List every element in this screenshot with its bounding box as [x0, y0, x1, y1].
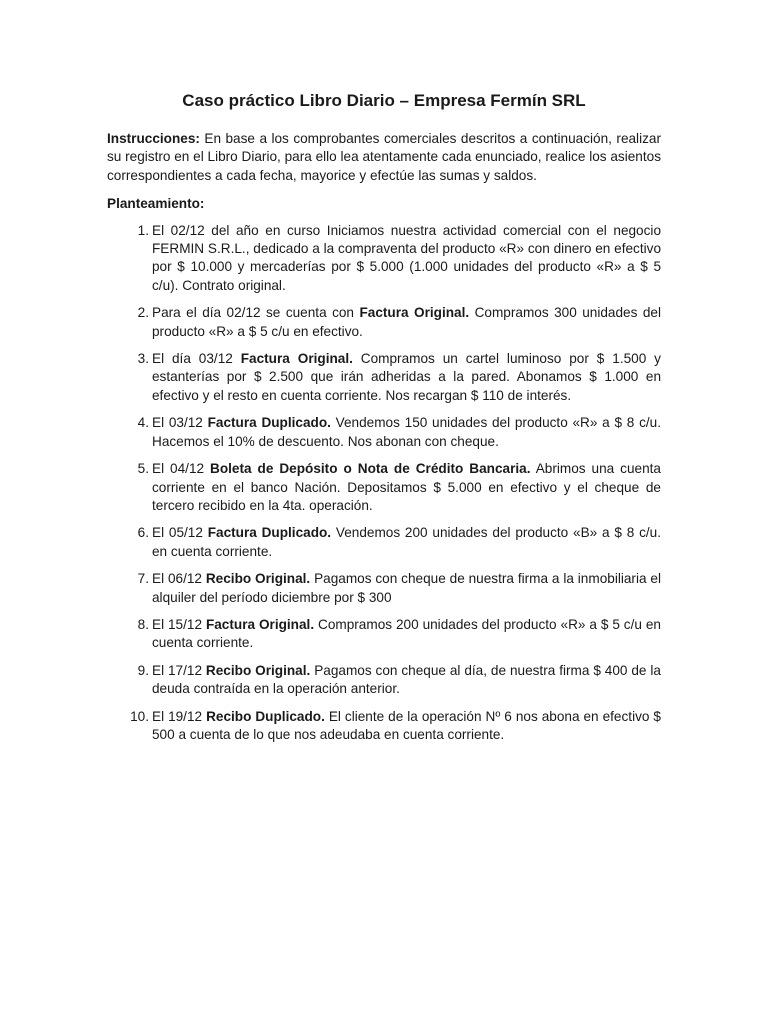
list-item — [107, 524, 661, 561]
list-item-number: 2. — [137, 305, 149, 321]
list-item-text-rest: Vendemos 150 unidades del producto «R» a $ 8 c/u. Hacemos el 10% de descuento. Nos abonan con cheque. — [152, 415, 661, 449]
list-item — [107, 304, 661, 341]
list-item-text-rest: Compramos 200 unidades del producto «R» a $ 5 c/u en cuenta corriente. — [152, 616, 661, 651]
list-item-text-rest: Abrimos una cuenta corriente en el banco Nación. Depositamos $ 5.000 en efectivo y el cheque de tercero recibido en la 4ta. operación. — [152, 461, 661, 513]
list-item-document: Recibo Original. — [205, 662, 311, 678]
list-item-text-rest: Pagamos con cheque de nuestra firma a la inmobiliaria el alquiler del período diciembre por $ 300 — [152, 571, 661, 605]
list-item-document: Factura Original. — [240, 351, 353, 367]
list-item-text-rest: Compramos 300 unidades del producto «R» a $ 5 c/u en efectivo. — [152, 305, 661, 339]
instructions-text: En base a los comprobantes comerciales descritos a continuación, realizar su registro en el Libro Diario, para ello lea atentamente cada enunciado, realice los asientos correspondientes a cada fecha, mayorice y efectúe las sumas y saldos. — [107, 131, 661, 183]
list-item — [107, 662, 661, 699]
list-item-text-rest: Pagamos con cheque al día, de nuestra firma $ 400 de la deuda contraída en la operación anterior. — [152, 662, 661, 697]
list-item-number: 5. — [137, 461, 149, 477]
list-item-number: 9. — [137, 662, 149, 678]
list-item-number: 7. — [137, 571, 149, 587]
list-item-text: El 04/12 — [152, 461, 211, 477]
list-item — [107, 616, 661, 653]
list-item-number: 10. — [130, 708, 149, 724]
list-item-document: Factura Duplicado. — [207, 525, 332, 541]
list-item-document: Boleta de Depósito o Nota de Crédito Bancaria. — [210, 461, 531, 477]
list-item — [107, 350, 661, 405]
list-item-text: El 15/12 — [152, 616, 206, 632]
list-item-text-rest: El cliente de la operación Nº 6 nos abona en efectivo $ 500 a cuenta de lo que nos adeudaba en cuenta corriente. — [152, 708, 661, 742]
list-item-document: Factura Duplicado. — [207, 415, 331, 431]
list-item-text-rest: Vendemos 200 unidades del producto «B» a $ 8 c/u. en cuenta corriente. — [152, 525, 661, 559]
list-item-text: El día 03/12 — [152, 351, 241, 367]
list-item-document: Recibo Duplicado. — [206, 708, 325, 724]
operations-list — [107, 222, 661, 745]
planteamiento-heading: Planteamiento: — [107, 196, 205, 212]
list-item-text-rest: Compramos un cartel luminoso por $ 1.500 y estanterías por $ 2.500 que irán adheridas a la pared. Abonamos $ 1.000 en efectivo y el resto en cuenta corriente. Nos recargan $ 110 de interés. — [152, 351, 661, 403]
list-item-number: 3. — [137, 351, 149, 367]
list-item-text: El 17/12 — [152, 662, 206, 678]
list-item — [107, 570, 661, 607]
list-item-text: Para el día 02/12 se cuenta con — [152, 305, 360, 321]
document-page — [107, 90, 661, 753]
list-item — [107, 708, 661, 745]
page-title: Caso práctico Libro Diario – Empresa Fermín SRL — [182, 91, 586, 110]
list-item-text: El 05/12 — [152, 525, 208, 541]
list-item-number: 1. — [137, 222, 149, 238]
list-item-number: 4. — [137, 415, 149, 431]
list-item-text: El 03/12 — [152, 415, 208, 431]
list-item-document: Factura Original. — [359, 305, 470, 321]
list-item-document: Factura Original. — [205, 616, 315, 632]
instructions-label: Instrucciones: — [107, 131, 200, 146]
instructions-paragraph — [107, 130, 661, 185]
list-item — [107, 414, 661, 451]
list-item-text: El 19/12 — [152, 708, 207, 724]
list-item — [107, 460, 661, 515]
list-item-text: El 02/12 del año en curso Iniciamos nuestra actividad comercial con el negocio FERMIN S.R.L., dedicado a la compraventa del producto «R» con dinero en efectivo por $ 10.000 y mercaderías por $ 5.000 (1.000 unidades del producto «R» a $ 5 c/u). Contrato original. — [152, 222, 661, 293]
list-item-text: El 06/12 — [152, 571, 206, 587]
list-item-document: Recibo Original. — [205, 571, 311, 587]
list-item — [107, 222, 661, 296]
list-item-number: 8. — [137, 616, 149, 632]
list-item-number: 6. — [137, 525, 149, 541]
